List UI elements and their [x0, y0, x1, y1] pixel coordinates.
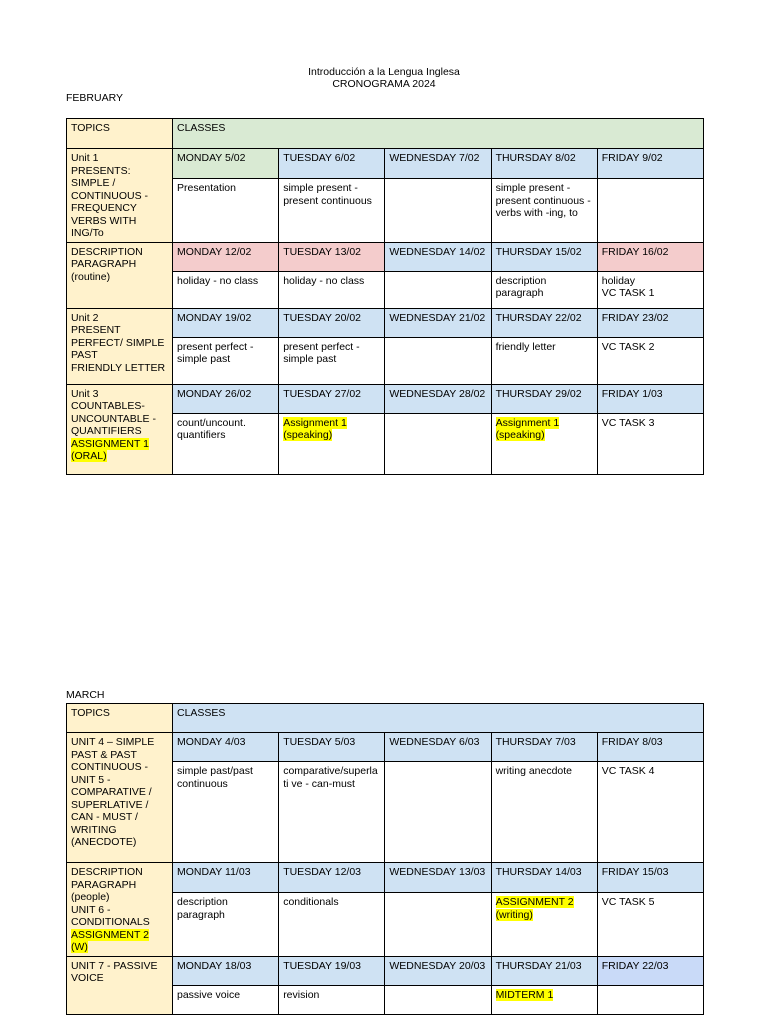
- class-cell: conditionals: [279, 893, 385, 956]
- class-cell: Presentation: [173, 179, 279, 242]
- day-header: MONDAY 18/03: [173, 956, 279, 985]
- day-header: THURSDAY 22/02: [491, 308, 597, 337]
- assignment-highlight: Assignment 1 (speaking): [495, 416, 560, 441]
- class-cell: [385, 762, 491, 863]
- week-topic: DESCRIPTION PARAGRAPH (people) UNIT 6 - CONDITIONALS ASSIGNMENT 2 (W): [67, 863, 173, 957]
- day-header: FRIDAY 23/02: [597, 308, 703, 337]
- week-topic: Unit 3 COUNTABLES- UNCOUNTABLE - QUANTIFIERS ASSIGNMENT 1 (ORAL): [67, 384, 173, 474]
- class-cell: VC TASK 5: [597, 893, 703, 956]
- class-cell: [491, 985, 597, 1014]
- day-header: TUESDAY 6/02: [279, 149, 385, 179]
- class-cell: comparative/superlati ve - can-must: [279, 762, 385, 863]
- day-header: TUESDAY 5/03: [279, 733, 385, 762]
- class-cell: description paragraph: [491, 271, 597, 308]
- day-header: WEDNESDAY 14/02: [385, 242, 491, 271]
- day-header: FRIDAY 1/03: [597, 384, 703, 413]
- class-cell: VC TASK 3: [597, 413, 703, 474]
- day-header: TUESDAY 12/03: [279, 863, 385, 893]
- class-cell: [491, 893, 597, 956]
- class-cell: [385, 271, 491, 308]
- class-cell: writing anecdote: [491, 762, 597, 863]
- class-cell: VC TASK 4: [597, 762, 703, 863]
- day-header: THURSDAY 15/02: [491, 242, 597, 271]
- class-cell: [279, 413, 385, 474]
- class-cell: revision: [279, 985, 385, 1014]
- classes-header: CLASSES: [173, 704, 704, 733]
- class-cell: simple present - present continuous: [279, 179, 385, 242]
- week-topic: UNIT 4 – SIMPLE PAST & PAST CONTINUOUS - UNIT 5 - COMPARATIVE / SUPERLATIVE / CAN - MUST / WRITING (ANECDOTE): [67, 733, 173, 863]
- day-header: WEDNESDAY 13/03: [385, 863, 491, 893]
- day-header: MONDAY 26/02: [173, 384, 279, 413]
- day-header: MONDAY 12/02: [173, 242, 279, 271]
- document-header: [0, 66, 768, 90]
- class-cell: present perfect - simple past: [173, 337, 279, 384]
- day-header: TUESDAY 13/02: [279, 242, 385, 271]
- day-header: WEDNESDAY 7/02: [385, 149, 491, 179]
- day-header: WEDNESDAY 6/03: [385, 733, 491, 762]
- class-cell: [597, 985, 703, 1014]
- day-header: WEDNESDAY 28/02: [385, 384, 491, 413]
- day-header: TUESDAY 19/03: [279, 956, 385, 985]
- assignment-highlight: ASSIGNMENT 1 (ORAL): [71, 437, 149, 462]
- day-header: THURSDAY 29/02: [491, 384, 597, 413]
- assignment-highlight: Assignment 1 (speaking): [283, 416, 347, 441]
- day-header: THURSDAY 7/03: [491, 733, 597, 762]
- day-header: WEDNESDAY 20/03: [385, 956, 491, 985]
- class-cell: simple past/past continuous: [173, 762, 279, 863]
- class-cell: holiday - no class: [279, 271, 385, 308]
- day-header: FRIDAY 8/03: [597, 733, 703, 762]
- schedule-title: CRONOGRAMA 2024: [332, 78, 436, 90]
- class-cell: [597, 179, 703, 242]
- day-header: TUESDAY 27/02: [279, 384, 385, 413]
- day-header: MONDAY 5/02: [173, 149, 279, 179]
- class-cell: [385, 413, 491, 474]
- day-header: FRIDAY 15/03: [597, 863, 703, 893]
- class-cell: holiday VC TASK 1: [597, 271, 703, 308]
- assignment-highlight: ASSIGNMENT 2 (writing): [495, 896, 574, 921]
- classes-header: CLASSES: [173, 119, 704, 149]
- class-cell: count/uncount. quantifiers: [173, 413, 279, 474]
- course-title: Introducción a la Lengua Inglesa: [308, 66, 460, 78]
- week-topic: DESCRIPTION PARAGRAPH (routine): [67, 242, 173, 308]
- class-cell: present perfect - simple past: [279, 337, 385, 384]
- week-topic: Unit 2 PRESENT PERFECT/ SIMPLE PAST FRIENDLY LETTER: [67, 308, 173, 384]
- day-header: THURSDAY 21/03: [491, 956, 597, 985]
- class-cell: description paragraph: [173, 893, 279, 956]
- class-cell: [385, 893, 491, 956]
- day-header: WEDNESDAY 21/02: [385, 308, 491, 337]
- week-topic: UNIT 7 - PASSIVE VOICE: [67, 956, 173, 1014]
- class-cell: passive voice: [173, 985, 279, 1014]
- class-cell: [385, 179, 491, 242]
- assignment-highlight: ASSIGNMENT 2 (W): [71, 928, 149, 953]
- day-header: MONDAY 4/03: [173, 733, 279, 762]
- month-label-march: MARCH: [66, 689, 105, 701]
- month-label-february: FEBRUARY: [66, 92, 123, 104]
- day-header: FRIDAY 16/02: [597, 242, 703, 271]
- day-header: FRIDAY 9/02: [597, 149, 703, 179]
- day-header: FRIDAY 22/03: [597, 956, 703, 985]
- class-cell: [385, 337, 491, 384]
- midterm-highlight: MIDTERM 1: [495, 988, 554, 1001]
- day-header: MONDAY 11/03: [173, 863, 279, 893]
- topics-header: TOPICS: [67, 704, 173, 733]
- march-schedule-table: [66, 703, 704, 1015]
- topics-header: TOPICS: [67, 119, 173, 149]
- day-header: TUESDAY 20/02: [279, 308, 385, 337]
- day-header: THURSDAY 8/02: [491, 149, 597, 179]
- class-cell: holiday - no class: [173, 271, 279, 308]
- day-header: MONDAY 19/02: [173, 308, 279, 337]
- class-cell: VC TASK 2: [597, 337, 703, 384]
- day-header: THURSDAY 14/03: [491, 863, 597, 893]
- class-cell: simple present - present continuous - verbs with -ing, to: [491, 179, 597, 242]
- february-schedule-table: [66, 118, 704, 475]
- class-cell: [491, 413, 597, 474]
- week-topic: Unit 1 PRESENTS: SIMPLE / CONTINUOUS - FREQUENCY VERBS WITH ING/To: [67, 149, 173, 243]
- class-cell: [385, 985, 491, 1014]
- class-cell: friendly letter: [491, 337, 597, 384]
